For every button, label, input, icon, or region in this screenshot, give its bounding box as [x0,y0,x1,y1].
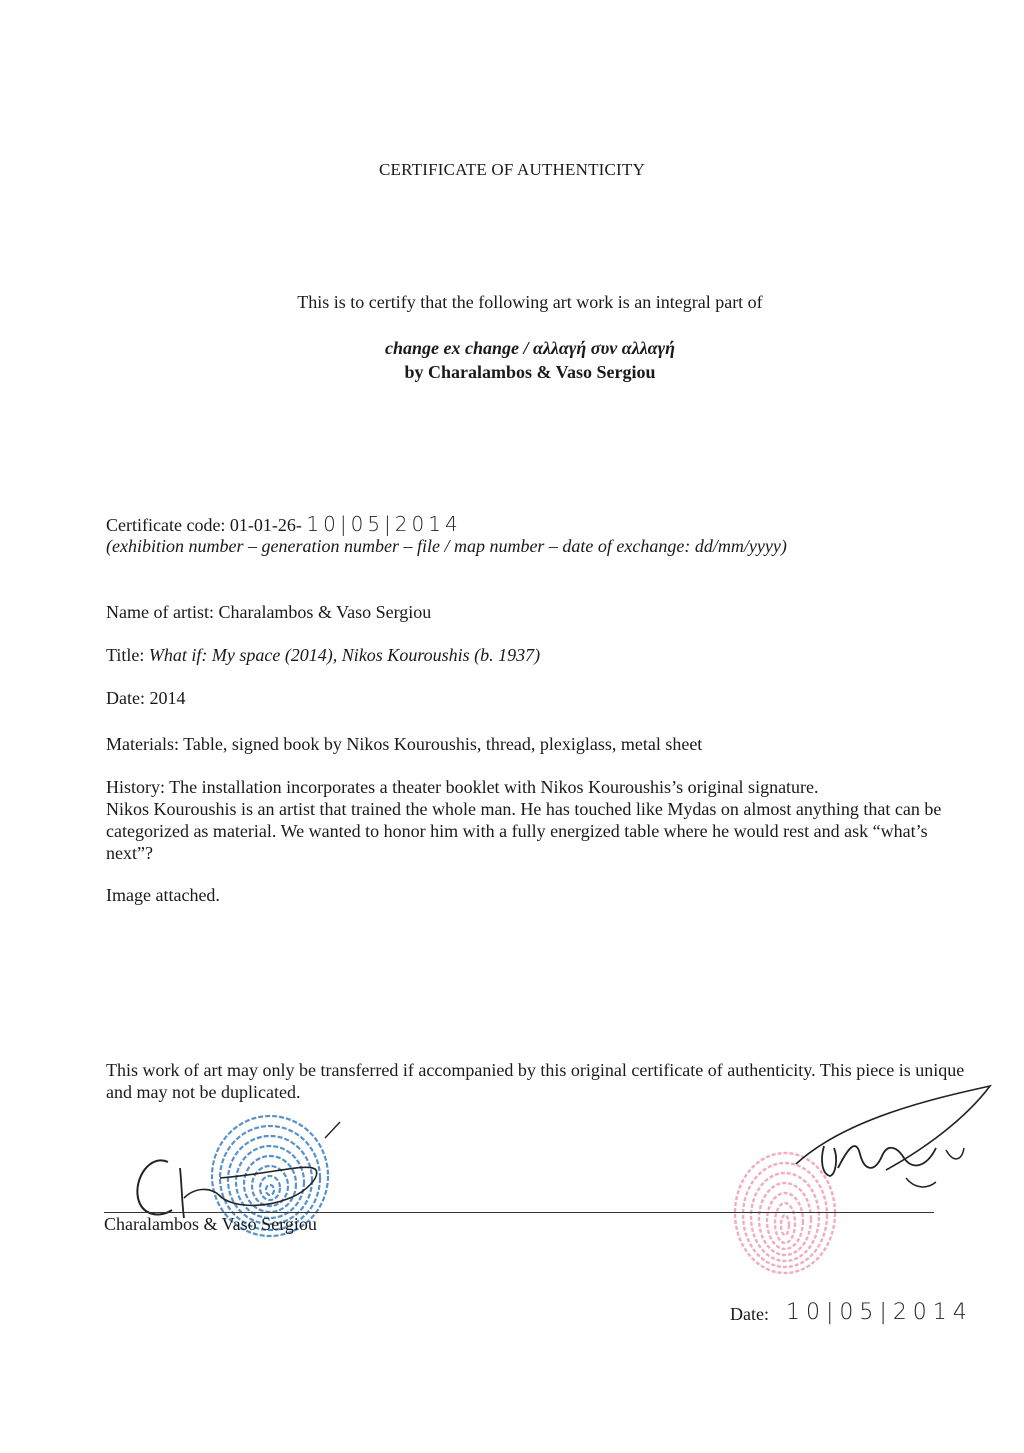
signatory-name: Charalambos & Vaso Sergiou [104,1214,317,1234]
transfer-note: This work of art may only be transferred if accompanied by this original certificate of authenticity. This piece is unique and may not be duplicated. [106,1060,965,1102]
certificate-code-handwritten: 10|05|2014 [306,512,462,536]
artist-name: Name of artist: Charalambos & Vaso Sergiou [106,602,432,622]
work-title: change ex change / αλλαγή συν αλλαγή [384,338,676,358]
certificate-code-row [106,512,462,536]
history-body: Nikos Kouroushis is an artist that trained the whole man. He has touched like Mydas on almost anything that can be categorized as material. We wanted to honor him with a fully energized table where he would rest and ask “what’s next”? [106,799,942,863]
work-artist: by Charalambos & Vaso Sergiou [404,362,656,382]
certificate-code-label: Certificate code: 01-01-26- [106,515,302,535]
intro-text: This is to certify that the following art work is an integral part of [297,292,763,312]
right-signature-icon [786,1078,1006,1198]
date-handwritten: 10|05|2014 [786,1300,973,1325]
artwork-materials: Materials: Table, signed book by Nikos Kouroushis, thread, plexiglass, metal sheet [106,734,703,754]
artwork-title-label: Title: [106,645,145,665]
certificate-heading: CERTIFICATE OF AUTHENTICITY [379,160,645,179]
artwork-title-row [106,645,540,666]
artwork-date: Date: 2014 [106,688,186,708]
artwork-title-value: What if: My space (2014), Nikos Kouroushis (b. 1937) [148,645,541,665]
history-first-line: History: The installation incorporates a theater booklet with Nikos Kouroushis’s original signature. [106,777,819,797]
certificate-code-legend: (exhibition number – generation number – file / map number – date of exchange: dd/mm/yyyy) [106,536,787,556]
image-note: Image attached. [106,885,220,905]
signature-line [104,1212,934,1213]
artwork-history [106,776,956,864]
date-label: Date: [730,1304,769,1324]
